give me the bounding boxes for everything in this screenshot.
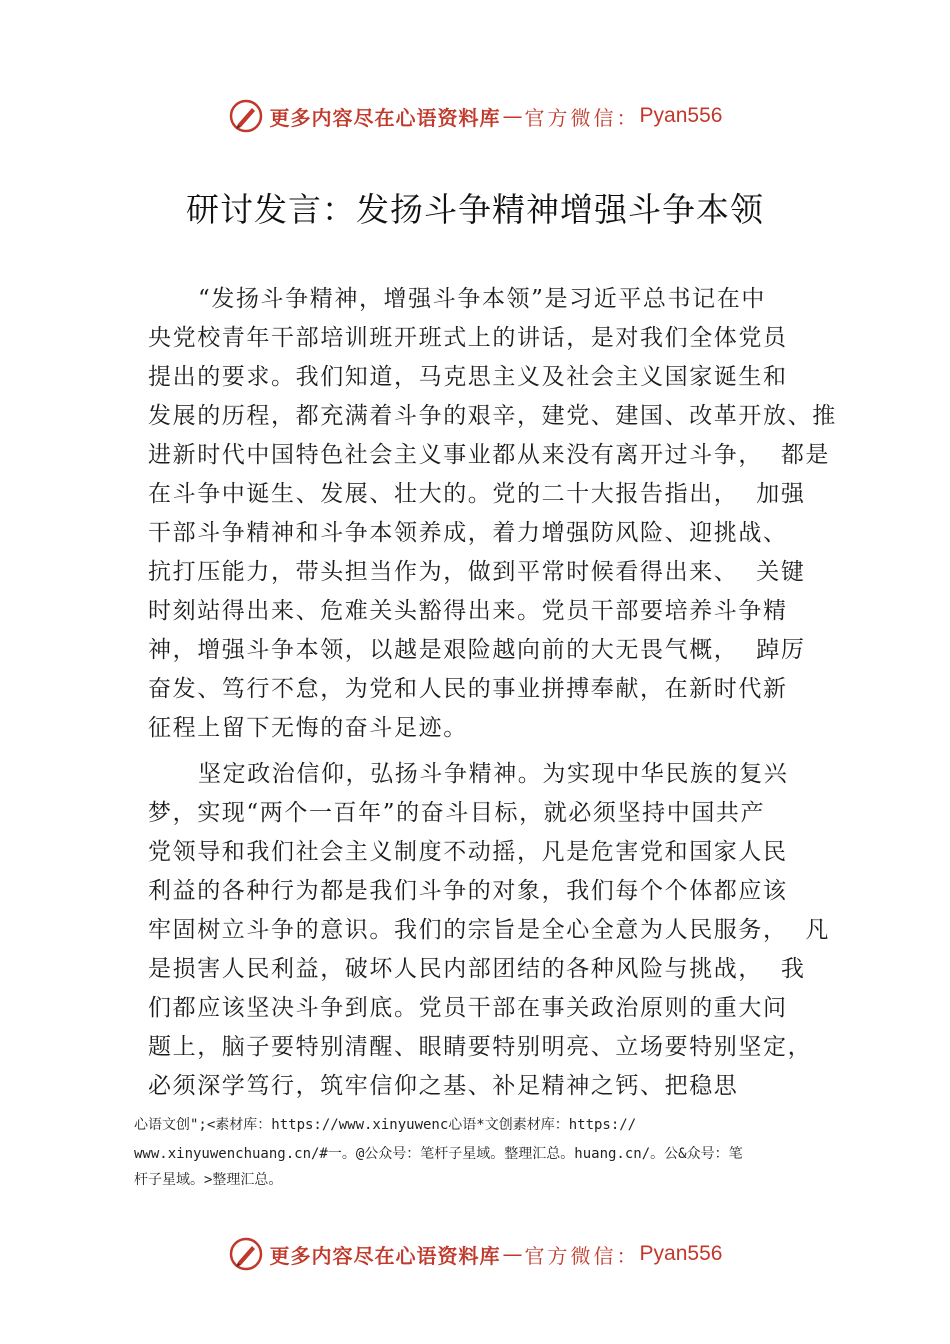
text-line: 提出的要求。我们知道，马克思主义及社会主义国家诞生和 <box>148 364 788 390</box>
footnote-line: www.xinyuwenchuang.cn/#一。@公众号：笔杆子星域。整理汇总。huang.cn/。公&众号：笔 <box>134 1146 743 1162</box>
text-line: 时刻站得出来、危难关头豁得出来。党员干部要培养斗争精 <box>148 598 788 624</box>
banner-text: 更多内容尽在心语资料库 <box>269 105 501 130</box>
text-line: 利益的各种行为都是我们斗争的对象，我们每个个体都应该 <box>148 878 788 904</box>
footnote-line: 杆子星域。>整理汇总。 <box>134 1172 283 1188</box>
text-line: 梦，实现“两个一百年”的奋斗目标，就必须坚持中国共产 <box>148 800 766 826</box>
banner-separator: — <box>502 1242 523 1266</box>
text-line: 牢固树立斗争的意识。我们的宗旨是全心全意为人民服务， 凡 <box>148 917 831 943</box>
text-line: 党领导和我们社会主义制度不动摇，凡是危害党和国家人民 <box>148 839 788 865</box>
text-line: 必须深学笃行，筑牢信仰之基、补足精神之钙、把稳思 <box>148 1073 739 1099</box>
text-line: 神，增强斗争本领，以越是艰险越向前的大无畏气概， 踔厉 <box>148 637 806 663</box>
text-line: 央党校青年干部培训班开班式上的讲话，是对我们全体党员 <box>148 325 788 351</box>
text-line: 进新时代中国特色社会主义事业都从来没有离开过斗争， 都是 <box>148 442 831 468</box>
text-line: 们都应该坚决斗争到底。党员干部在事关政治原则的重大问 <box>148 995 788 1021</box>
footer-banner <box>0 1234 950 1274</box>
banner-text: 更多内容尽在心语资料库 <box>269 1243 501 1268</box>
banner-separator: — <box>502 104 523 128</box>
banner-wechat-label: 官方微信： <box>524 105 640 130</box>
text-line: 征程上留下无悔的奋斗足迹。 <box>148 715 468 741</box>
text-line: 干部斗争精神和斗争本领养成，着力增强防风险、迎挑战、 <box>148 520 788 546</box>
banner-wechat-id: Pyan556 <box>639 104 723 127</box>
text-line: “发扬斗争精神，增强斗争本领”是习近平总书记在中 <box>198 286 766 312</box>
text-line: 奋发、笃行不怠，为党和人民的事业拼搏奉献，在新时代新 <box>148 676 788 702</box>
banner-wechat-label: 官方微信： <box>524 1243 640 1268</box>
text-line: 坚定政治信仰，弘扬斗争精神。为实现中华民族的复兴 <box>198 761 789 787</box>
text-line: 抗打压能力，带头担当作为，做到平常时候看得出来、 关键 <box>148 559 806 585</box>
document-title: 研讨发言：发扬斗争精神增强斗争本领 <box>186 190 764 229</box>
footnote-line: 心语文创";<素材库：https://www.xinyuwenc心语*文创素材库：https:// <box>134 1117 637 1133</box>
text-line: 发展的历程，都充满着斗争的艰辛，建党、建国、改革开放、推 <box>148 403 837 429</box>
text-line: 题上，脑子要特别清醒、眼睛要特别明亮、立场要特别坚定， <box>148 1034 813 1060</box>
text-line: 是损害人民利益，破坏人民内部团结的各种风险与挑战， 我 <box>148 956 806 982</box>
pen-logo-icon <box>228 1236 264 1272</box>
pen-logo-icon <box>228 98 264 134</box>
text-line: 在斗争中诞生、发展、壮大的。党的二十大报告指出， 加强 <box>148 481 806 507</box>
header-banner <box>0 96 950 136</box>
banner-wechat-id: Pyan556 <box>639 1242 723 1265</box>
